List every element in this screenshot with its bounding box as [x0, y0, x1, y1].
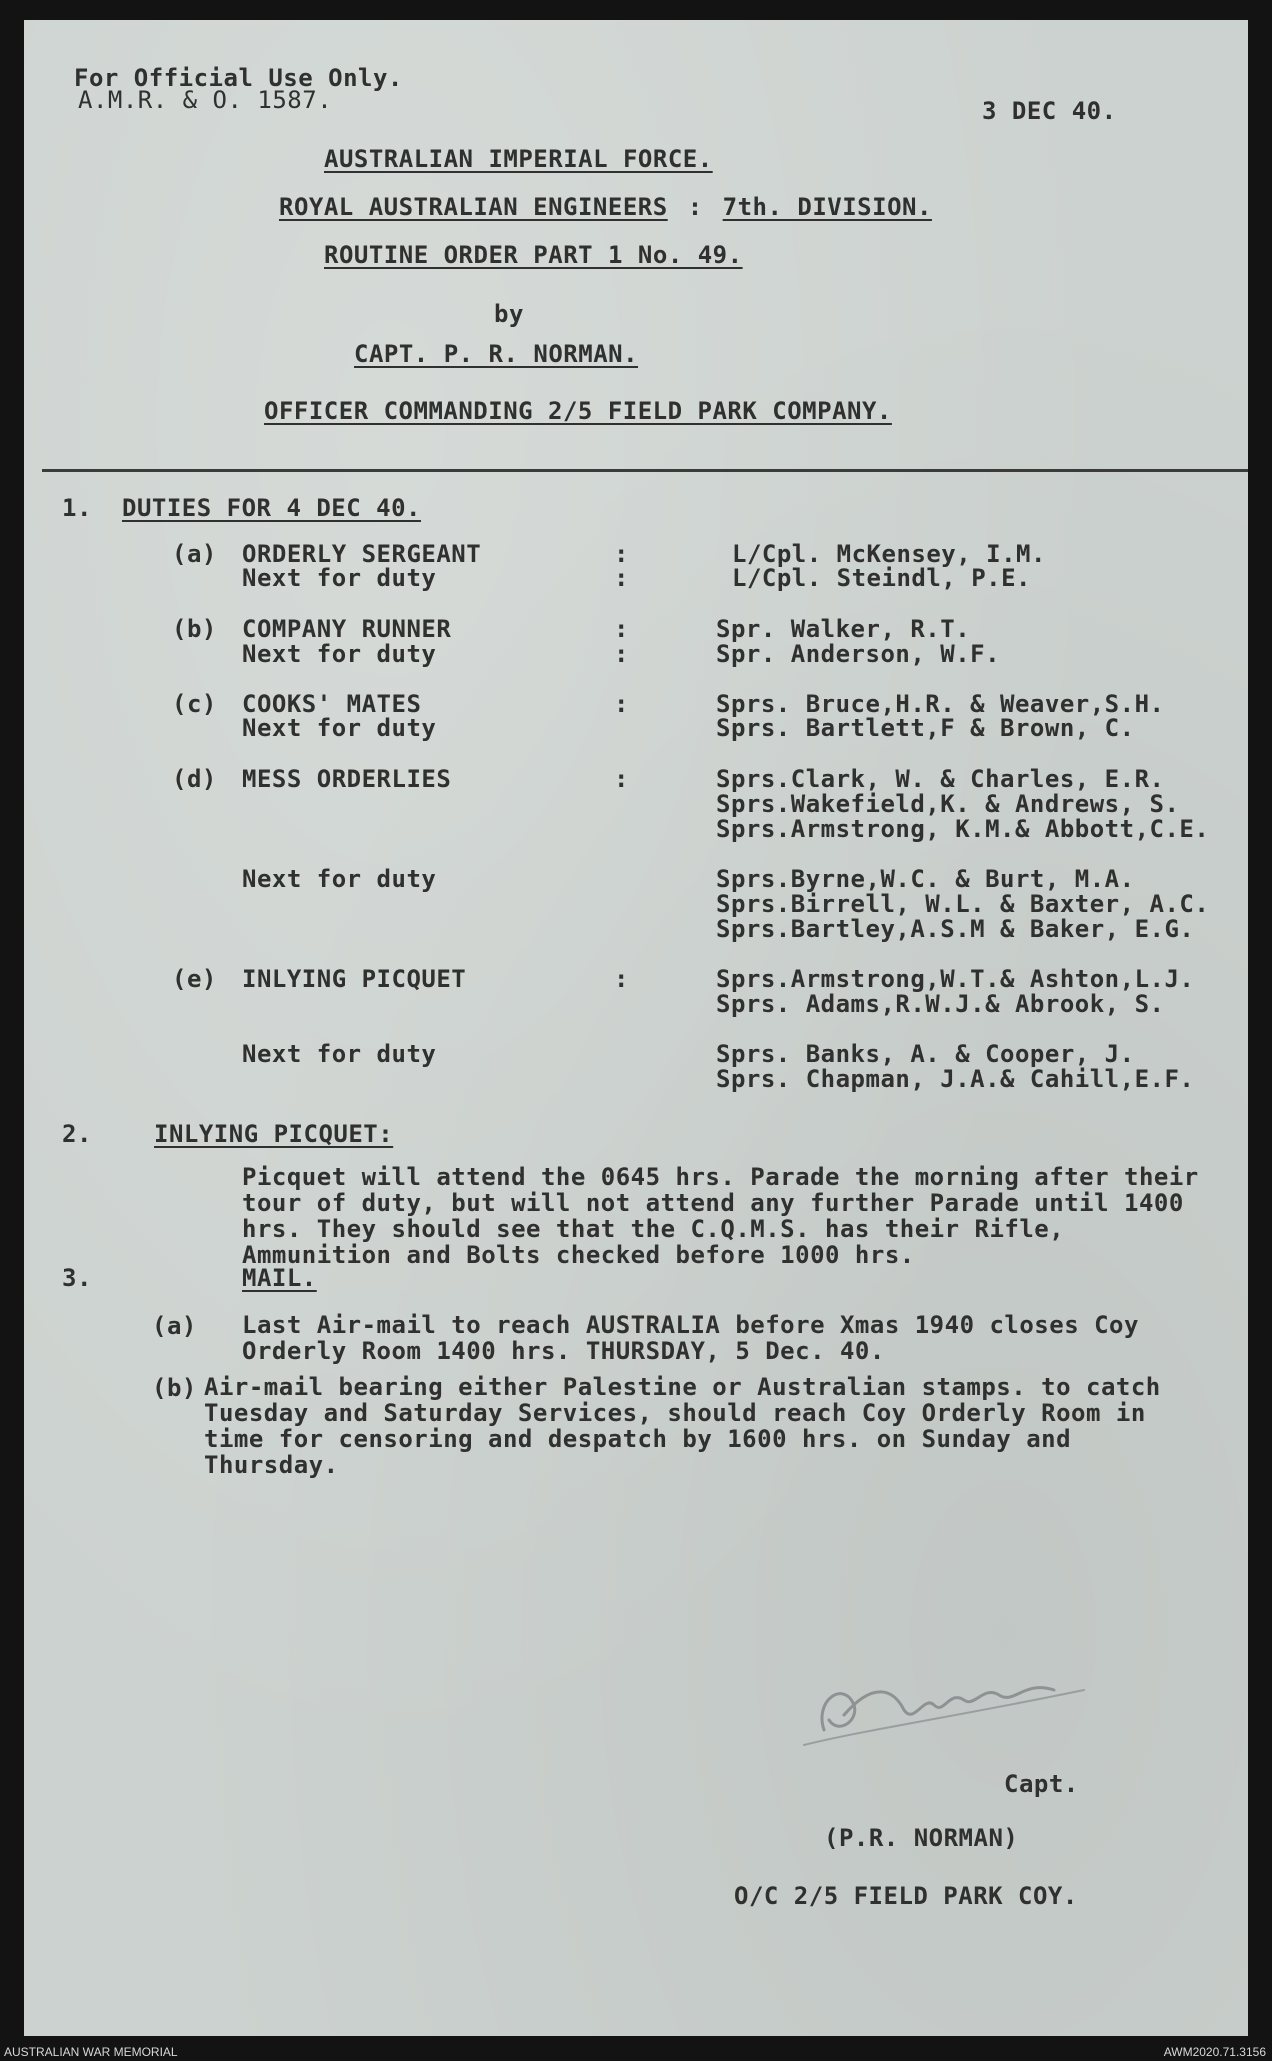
- duty-person: Sprs.Clark, W. & Charles, E.R.: [716, 765, 1165, 793]
- duty-person: L/Cpl. Steindl, P.E.: [732, 564, 1031, 592]
- mail-item-text: Air-mail bearing either Palestine or Australian stamps. to catch Tuesday and Saturday Services, should reach Coy Orderly Room in time for censoring and despatch by 1600 hrs. on Sunday and Thursday.: [204, 1373, 1161, 1479]
- duty-person: Sprs. Chapman, J.A.& Cahill,E.F.: [716, 1065, 1195, 1093]
- signatory-name: (P.R. NORMAN): [824, 1824, 1019, 1852]
- reference-number: A.M.R. & O. 1587.: [78, 86, 333, 114]
- duty-person: Spr. Walker, R.T.: [716, 615, 971, 643]
- signatory-unit: O/C 2/5 FIELD PARK COY.: [734, 1882, 1078, 1910]
- footer-institution: AUSTRALIAN WAR MEMORIAL: [4, 2045, 178, 2059]
- duty-role: Next for duty: [242, 1040, 437, 1068]
- duty-role: Next for duty: [242, 640, 437, 668]
- duty-person: Sprs.Bartley,A.S.M & Baker, E.G.: [716, 915, 1195, 943]
- duty-letter: (a): [172, 540, 217, 568]
- duty-person: Sprs.Byrne,W.C. & Burt, M.A.: [716, 865, 1135, 893]
- title-corps-line: [279, 193, 932, 221]
- duty-letter: (c): [172, 690, 217, 718]
- title-force: AUSTRALIAN IMPERIAL FORCE.: [324, 145, 713, 173]
- duty-colon: :: [614, 615, 629, 643]
- duty-role: COOKS' MATES: [242, 690, 422, 718]
- signatory-rank: Capt.: [1004, 1770, 1079, 1798]
- title-division: 7th. DIVISION.: [722, 193, 932, 221]
- duty-role: COMPANY RUNNER: [242, 615, 452, 643]
- duty-colon: :: [614, 765, 629, 793]
- document-date: 3 DEC 40.: [982, 97, 1117, 125]
- section-number: 2.: [62, 1120, 92, 1148]
- duty-person: Sprs.Armstrong, K.M.& Abbott,C.E.: [716, 815, 1210, 843]
- title-by: by: [494, 300, 524, 328]
- title-routine-order: ROUTINE ORDER PART 1 No. 49.: [324, 241, 743, 269]
- officer-name: CAPT. P. R. NORMAN.: [354, 340, 639, 368]
- footer-accession-number: AWM2020.71.3156: [1163, 2045, 1266, 2059]
- section-heading-picquet: INLYING PICQUET:: [154, 1120, 394, 1148]
- duty-role: Next for duty: [242, 865, 437, 893]
- duty-role: Next for duty: [242, 714, 437, 742]
- duty-colon: :: [614, 564, 629, 592]
- mail-item-letter: (b): [152, 1374, 197, 1402]
- document-page: [24, 20, 1248, 2036]
- duty-person: Sprs.Armstrong,W.T.& Ashton,L.J.: [716, 965, 1195, 993]
- duty-person: Sprs. Adams,R.W.J.& Abrook, S.: [716, 990, 1165, 1018]
- duty-letter: (e): [172, 965, 217, 993]
- duty-role: Next for duty: [242, 564, 437, 592]
- duty-person: Spr. Anderson, W.F.: [716, 640, 1001, 668]
- mail-item-text: Last Air-mail to reach AUSTRALIA before Xmas 1940 closes Coy Orderly Room 1400 hrs. THURSDAY, 5 Dec. 40.: [242, 1311, 1139, 1365]
- title-corps: ROYAL AUSTRALIAN ENGINEERS: [279, 193, 668, 221]
- duty-person: Sprs. Bruce,H.R. & Weaver,S.H.: [716, 690, 1165, 718]
- section-heading-duties: DUTIES FOR 4 DEC 40.: [122, 494, 421, 522]
- duty-role: MESS ORDERLIES: [242, 765, 452, 793]
- section-number: 1.: [62, 494, 92, 522]
- duty-colon: :: [614, 640, 629, 668]
- duty-colon: :: [614, 965, 629, 993]
- picquet-paragraph: Picquet will attend the 0645 hrs. Parade the morning after their tour of duty, but will not attend any further Parade until 1400 hrs. They should see that the C.Q.M.S. has their Rifle, Ammunition and Bolts checked before 1000 hrs.: [242, 1163, 1199, 1269]
- duty-person: Sprs. Bartlett,F & Brown, C.: [716, 714, 1135, 742]
- mail-item-letter: (a): [152, 1312, 197, 1340]
- duty-colon: :: [614, 690, 629, 718]
- handwritten-signature: [784, 1660, 1094, 1755]
- command-line: OFFICER COMMANDING 2/5 FIELD PARK COMPANY.: [264, 397, 892, 425]
- duty-person: Sprs. Banks, A. & Cooper, J.: [716, 1040, 1135, 1068]
- section-number: 3.: [62, 1264, 92, 1292]
- duty-letter: (d): [172, 765, 217, 793]
- duty-colon: :: [614, 540, 629, 568]
- duty-role: INLYING PICQUET: [242, 965, 467, 993]
- title-separator: :: [687, 193, 703, 221]
- duty-person: Sprs.Wakefield,K. & Andrews, S.: [716, 790, 1180, 818]
- section-heading-mail: MAIL.: [242, 1264, 317, 1292]
- header-divider: [42, 469, 1248, 472]
- classification-label: For Official Use Only.: [74, 64, 403, 92]
- duty-letter: (b): [172, 615, 217, 643]
- duty-role: ORDERLY SERGEANT: [242, 540, 482, 568]
- duty-person: Sprs.Birrell, W.L. & Baxter, A.C.: [716, 890, 1210, 918]
- duty-person: L/Cpl. McKensey, I.M.: [732, 540, 1046, 568]
